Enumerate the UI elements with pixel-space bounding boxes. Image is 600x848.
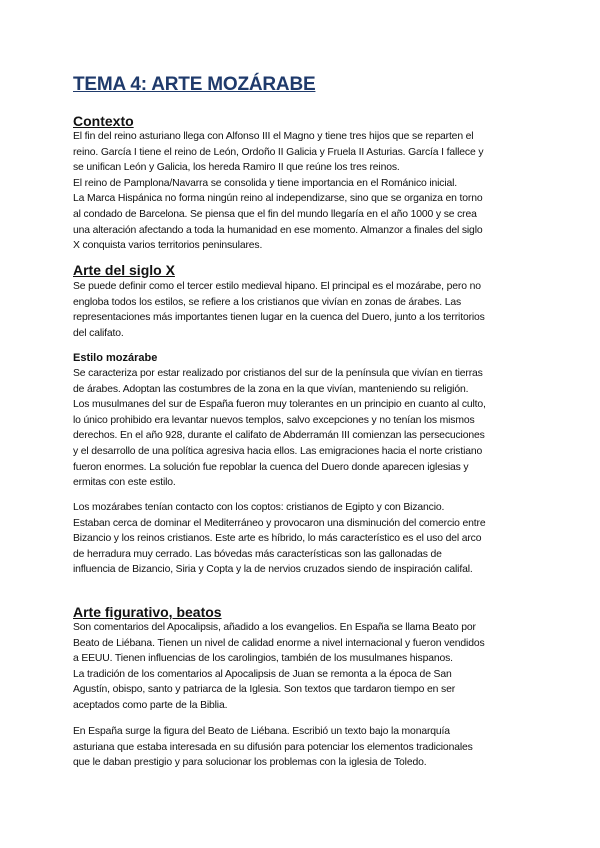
text-line: una alteración afectando a toda la humanidad en ese momento. Almanzor a finales del siglo <box>73 224 483 236</box>
text-line: a EEUU. Tienen influencias de los carolingios, también de los musulmanes hispanos. <box>73 653 453 665</box>
text-line: Los mozárabes tenían contacto con los coptos: cristianos de Egipto y con Bizancio. <box>73 502 445 513</box>
text-line: Los musulmanes del sur de España fueron muy tolerantes en un principio en cuanto al culto, <box>73 399 486 411</box>
text-line: de árabes. Adoptan las costumbres de la zona en la que vivían, manteniendo su religión. <box>73 383 469 395</box>
page-title: TEMA 4: ARTE MOZÁRABE <box>73 74 316 95</box>
heading-arte-figurativo: Arte figurativo, beatos <box>73 604 222 620</box>
paragraph-estilo-a <box>73 366 533 491</box>
text-line: Agustín, obispo, santo y patriarca de la Iglesia. Son textos que tardaron tiempo en ser <box>73 684 456 696</box>
text-line: ermitas con este estilo. <box>73 477 176 489</box>
text-line: de herradura muy cerrado. Las bóvedas más características son las gallonadas de <box>73 548 442 560</box>
text-line: fueron enormes. La solución fue repoblar la cuenca del Duero donde aparecen iglesias y <box>73 461 469 473</box>
text-line: El fin del reino asturiano llega con Alfonso III el Magno y tiene tres hijos que se reparten el <box>73 131 474 142</box>
text-line: y el desarrollo de una política agresiva hacia ellos. Las emigraciones hacia el norte cristiano <box>73 445 483 457</box>
text-line: reino. García I tiene el reino de León, Ordoño II Galicia y Fruela II Asturias. García I fallece y <box>73 146 484 158</box>
paragraph-figurativo-b <box>73 724 533 771</box>
text-line: Beato de Liébana. Tienen un nivel de calidad enorme a nivel internacional y fueron vendidos <box>73 637 485 649</box>
text-line: engloba todos los estilos, se refiere a los cristianos que vivían en zonas de árabes. Las <box>73 296 462 308</box>
text-line: En España surge la figura del Beato de Liébana. Escribió un texto bajo la monarquía <box>73 726 450 737</box>
text-line: La tradición de los comentarios al Apocalipsis de Juan se remonta a la época de San <box>73 668 452 680</box>
text-line: La Marca Hispánica no forma ningún reino al independizarse, sino que se organiza en torno <box>73 193 483 205</box>
paragraph-contexto <box>73 129 533 254</box>
heading-arte-siglo-x: Arte del siglo X <box>73 262 175 278</box>
text-line: Se puede definir como el tercer estilo medieval hipano. El principal es el mozárabe, pero no <box>73 281 481 292</box>
text-line: derechos. En el año 928, durante el califato de Abderramán III comienzan las persecuciones <box>73 430 485 442</box>
heading-contexto: Contexto <box>73 113 134 129</box>
heading-estilo-mozarabe: Estilo mozárabe <box>73 352 158 364</box>
text-line: aceptados como parte de la Biblia. <box>73 699 228 711</box>
text-line: al condado de Barcelona. Se piensa que el fin del mundo llegaría en el año 1000 y se crea <box>73 208 477 220</box>
text-line: del califato. <box>73 327 124 339</box>
paragraph-arte-siglo-x <box>73 279 533 341</box>
paragraph-figurativo-a <box>73 620 533 714</box>
text-line: representaciones más importantes tienen lugar en la cuenca del Duero, junto a los territorios <box>73 312 485 324</box>
text-line: Son comentarios del Apocalipsis, añadido a los evangelios. En España se llama Beato por <box>73 622 476 633</box>
text-line: asturiana que estaba interesada en su difusión para potenciar los elementos tradicionales <box>73 741 473 753</box>
text-line: influencia de Bizancio, Siria y Copta y la de nervios cruzados siendo de inspiración califal. <box>73 564 473 576</box>
text-line: Estaban cerca de dominar el Mediterráneo y provocaron una disminución del comercio entre <box>73 517 486 529</box>
paragraph-estilo-b <box>73 500 533 578</box>
text-line: X conquista varios territorios peninsulares. <box>73 240 263 252</box>
text-line: lo único prohibido era levantar nuevos templos, salvo excepciones y no tenían los mismos <box>73 414 475 426</box>
text-line: El reino de Pamplona/Navarra se consolida y tiene importancia en el Románico inicial. <box>73 177 458 189</box>
text-line: Bizancio y los reinos cristianos. Este arte es híbrido, lo más característico es el uso del arco <box>73 533 482 545</box>
text-line: Se caracteriza por estar realizado por cristianos del sur de la península que vivían en tierras <box>73 368 483 379</box>
text-line: que le daban prestigio y para solucionar los problemas con la iglesia de Toledo. <box>73 757 427 769</box>
text-line: se unifican León y Galicia, los hereda Ramiro II que reúne los tres reinos. <box>73 162 400 174</box>
